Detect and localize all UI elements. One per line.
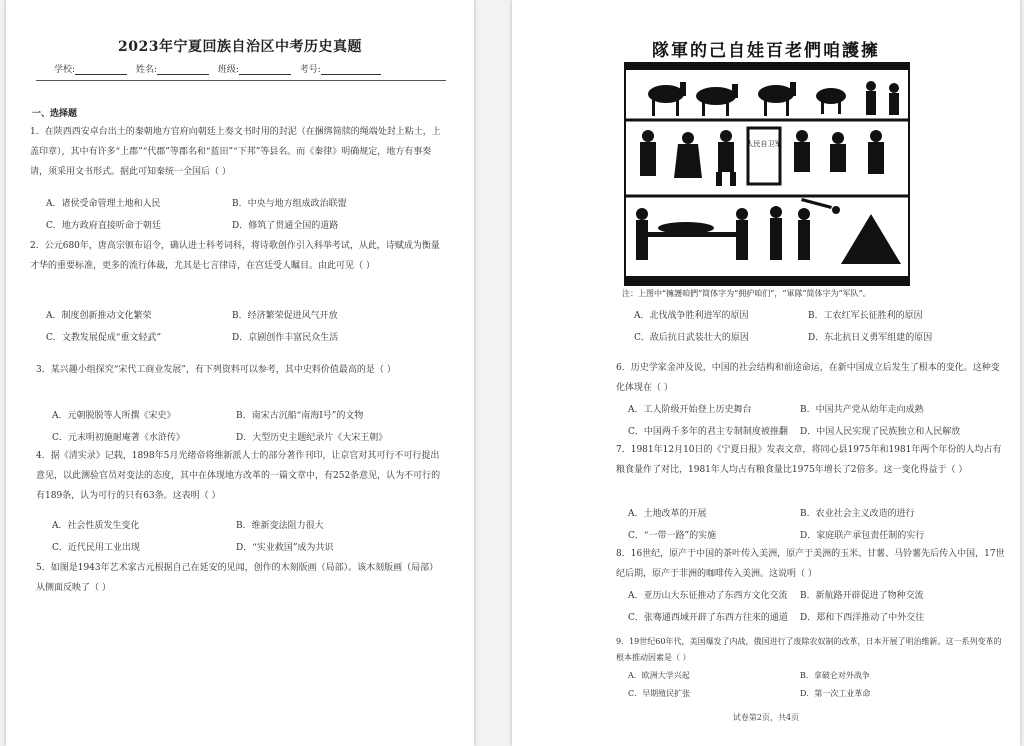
exam-title: 2023年宁夏回族自治区中考历史真题 — [118, 39, 362, 55]
q9-option-b: B．拿破仑对外战争 — [800, 671, 870, 680]
q7-option-c: C．“一带一路”的实施 — [628, 531, 717, 541]
class-blank — [239, 65, 291, 75]
exam-page-2 — [512, 0, 1020, 746]
q4-option-b: B．维新变法阻力很大 — [236, 521, 324, 531]
q7-option-b: B．农业社会主义改造的进行 — [800, 509, 915, 519]
student-info-line — [54, 62, 387, 75]
q6-option-b: B．中国共产党从幼年走向成熟 — [800, 405, 924, 415]
number-blank — [321, 65, 381, 75]
q5-option-b: B．工农红军长征胜利的原因 — [808, 311, 923, 321]
question-8: 8．16世纪，原产于中国的茶叶传入美洲，原产于美洲的玉米、甘薯、马铃薯先后传入中国，17世纪后期，原产于非洲的咖啡传入美洲。这说明（ ） — [616, 549, 1005, 579]
q5-option-c: C．敌后抗日武装壮大的原因 — [634, 333, 749, 343]
q1-option-a: A．诸侯受命管理土地和人民 — [46, 199, 161, 209]
q8-option-a: A．亚历山大东征推动了东西方文化交流 — [628, 591, 788, 601]
q2-option-b: B．经济繁荣促进风气开放 — [232, 311, 338, 321]
q4-option-c: C．近代民用工业出现 — [52, 543, 140, 553]
q3-option-b: B．南宋古沉船“南海I号”的文物 — [236, 411, 364, 421]
page-footer: 试卷第2页，共4页 — [732, 713, 800, 722]
q5-option-a: A．北伐战争胜利进军的原因 — [634, 311, 749, 321]
q9-option-c: C．早期殖民扩张 — [628, 689, 691, 698]
q9-option-a: A．欧洲大学兴起 — [628, 671, 690, 680]
woodcut-note: 注：上图中“擁護咱們”简体字为“拥护咱们”，“軍隊”简体字为“军队”。 — [622, 289, 871, 298]
school-label: 学校: — [54, 65, 76, 75]
q7-option-d: D．家庭联产承包责任制的实行 — [800, 531, 925, 541]
q3-option-c: C．元末明初施耐庵著《水浒传》 — [52, 433, 185, 443]
q8-option-b: B．新航路开辟促进了物种交流 — [800, 591, 924, 601]
question-9: 9．19世纪60年代，美国爆发了内战，俄国进行了废除农奴制的改革，日本开展了明治维新。这一系列变革的根本推动因素是（ ） — [616, 637, 1002, 662]
question-2: 2．公元680年，唐高宗颁布诏令，确认进士科考词科，将诗歌创作引入科举考试，从此，诗赋成为衡量才华的重要标准，更多的流行体裁，尤其是七言律诗，在宫廷受人瞩目。由此可见（ ） — [30, 241, 440, 271]
woodcut-image — [624, 62, 910, 286]
q2-option-d: D．京剧创作丰富民众生活 — [232, 333, 339, 343]
number-label: 考号: — [299, 65, 321, 75]
q2-option-a: A．制度创新推动文化繁荣 — [46, 311, 152, 321]
woodcut-illustration — [626, 64, 908, 284]
exam-page-1 — [6, 0, 474, 746]
question-3: 3．某兴趣小组探究“宋代工商业发展”，有下列资料可以参考，其中史料价值最高的是（ ） — [36, 365, 396, 375]
q8-option-c: C．张骞通西域开辟了东西方往来的通道 — [628, 613, 788, 623]
q1-option-d: D．修筑了贯通全国的道路 — [232, 221, 339, 231]
q3-option-d: D．大型历史主题纪录片《大宋王朝》 — [236, 433, 388, 443]
q6-option-c: C．中国两千多年的君主专制制度被推翻 — [628, 427, 788, 437]
header-divider — [36, 80, 446, 81]
question-5: 5．如图是1943年艺术家古元根据自己在延安的见闻，创作的木刻版画（局部）。该木刻版画（局部）从侧面反映了（ ） — [36, 563, 439, 593]
school-blank — [75, 65, 127, 75]
name-label: 姓名: — [135, 65, 157, 75]
q1-option-b: B．中央与地方组成政治联盟 — [232, 199, 347, 209]
question-7: 7．1981年12月10日的《宁夏日报》发表文章，将同心县1975年和1981年两个年份的人均占有粮食量作了对比，1981年人均占有粮食量比1975年增长了2倍多。这一变化得益于（ ） — [616, 445, 1002, 475]
woodcut-print — [624, 36, 908, 284]
q8-option-d: D．郑和下西洋推动了中外交往 — [800, 613, 925, 623]
section-heading: 一、选择题 — [32, 109, 78, 119]
question-1: 1．在陕西西安卓台出土的秦朝地方官府向朝廷上奏文书时用的封泥（在捆绑简牍的绳端处封上粘土，上盖印章），其中有许多“上郡”“代郡”等郡名和“蓝田”“下邦”等县名。而《秦律》明确规定，地方有事奏请，须采用文书形式。据此可知秦统一全国后（ ） — [30, 127, 441, 177]
q4-option-d: D．“实业救国”成为共识 — [236, 543, 334, 553]
q7-option-a: A．土地改革的开展 — [628, 509, 707, 519]
name-blank — [157, 65, 209, 75]
q9-option-d: D．第一次工业革命 — [800, 689, 871, 698]
woodcut-banner-text: 人民自卫军 — [746, 140, 782, 148]
q2-option-c: C．文教发展促成“重文轻武” — [46, 333, 162, 343]
q1-option-c: C．地方政府直接听命于朝廷 — [46, 221, 161, 231]
woodcut-title: 隊軍的己自娃百老們咱護擁 — [652, 41, 880, 61]
question-4: 4．据《清实录》记载，1898年5月光绪帝将维新派人士的部分著作刊印，让京官对其可行不可行提出意见，以此测验官员对变法的态度，其中在体现地方改革的一篇文章中，有252条意见，认为不可行的有189条，认为可行的只有63条。这表明（ ） — [36, 451, 441, 501]
question-6: 6．历史学家金冲及说，中国的社会结构和前途命运，在新中国成立后发生了根本的变化。这种变化体现在（ ） — [616, 363, 1000, 393]
q5-option-d: D．东北抗日义勇军组建的原因 — [808, 333, 933, 343]
q3-option-a: A．元朝脱脱等人所撰《宋史》 — [52, 411, 176, 421]
q4-option-a: A．社会性质发生变化 — [52, 521, 140, 531]
q6-option-a: A．工人阶级开始登上历史舞台 — [628, 405, 752, 415]
class-label: 班级: — [217, 65, 239, 75]
q6-option-d: D．中国人民实现了民族独立和人民解放 — [800, 427, 961, 437]
